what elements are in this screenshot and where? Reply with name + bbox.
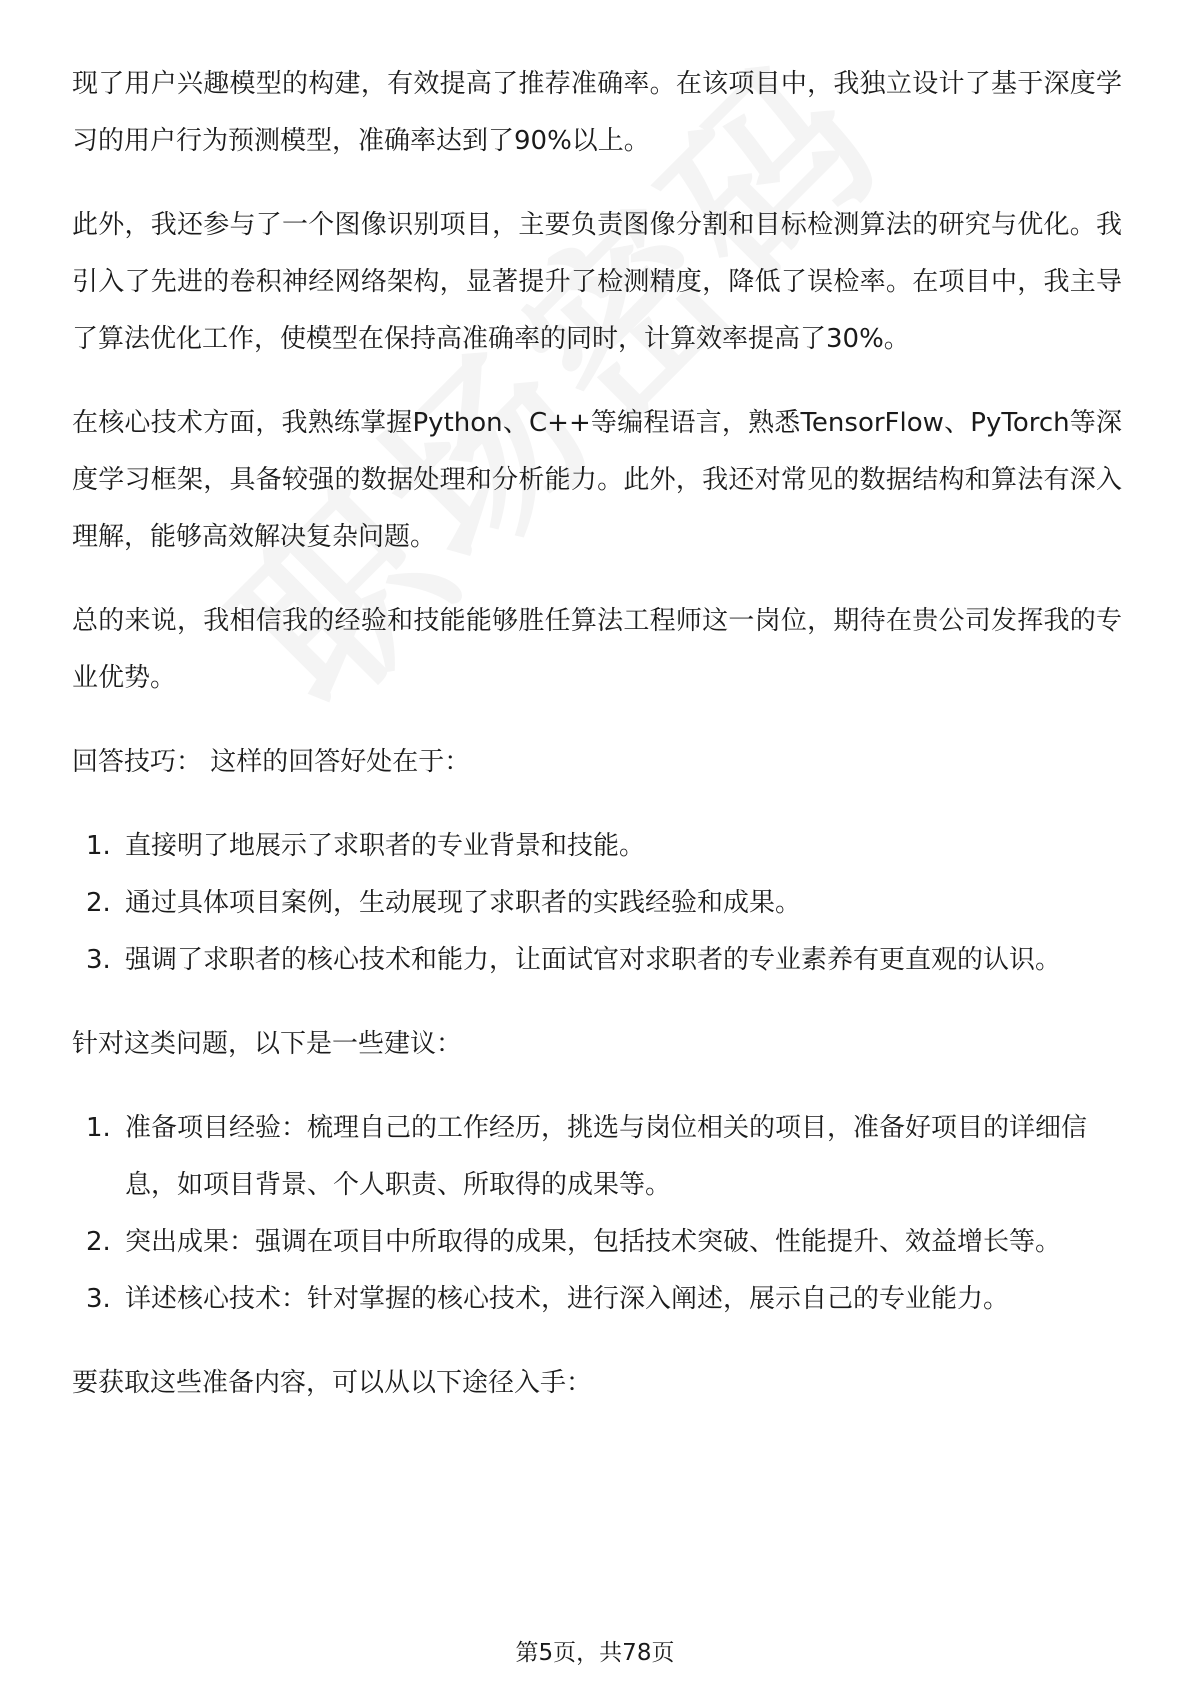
list-item [72, 1100, 1122, 1214]
list-item-text: 突出成果：强调在项目中所取得的成果，包括技术突破、性能提升、效益增长等。 [125, 1227, 1062, 1257]
page-footer: 第5页，共78页 [515, 1640, 675, 1666]
paragraph-image-recognition: 此外，我还参与了一个图像识别项目，主要负责图像分割和目标检测算法的研究与优化。我引入了先进的卷积神经网络架构，显著提升了检测精度，降低了误检率。在项目中，我主导了算法优化工作，使模型在保持高准确率的同时，计算效率提高了30%。 [72, 210, 1122, 354]
list-item [72, 875, 1122, 932]
list-number: 2. [86, 1227, 111, 1257]
list-number: 2. [86, 888, 111, 918]
tips-heading: 回答技巧： 这样的回答好处在于： [72, 747, 471, 777]
closing-line: 要获取这些准备内容，可以从以下途径入手： [72, 1368, 593, 1398]
list-number: 3. [86, 945, 111, 975]
list-item-text: 通过具体项目案例，生动展现了求职者的实践经验和成果。 [125, 888, 802, 918]
list-number: 1. [86, 1113, 111, 1143]
list-item [72, 932, 1122, 989]
paragraph-core-skills: 在核心技术方面，我熟练掌握Python、C++等编程语言，熟悉TensorFlow、PyTorch等深度学习框架，具备较强的数据处理和分析能力。此外，我还对常见的数据结构和算法有深入理解，能够高效解决复杂问题。 [72, 408, 1122, 552]
list-number: 1. [86, 831, 111, 861]
list-item-text: 详述核心技术：针对掌握的核心技术，进行深入阐述，展示自己的专业能力。 [125, 1284, 1010, 1314]
advice-heading: 针对这类问题，以下是一些建议： [72, 1029, 463, 1059]
document-body [72, 56, 1122, 1439]
advice-list [72, 1100, 1122, 1328]
paragraph-project-recommendation: 现了用户兴趣模型的构建，有效提高了推荐准确率。在该项目中，我独立设计了基于深度学习的用户行为预测模型，准确率达到了90%以上。 [72, 69, 1122, 156]
list-item [72, 818, 1122, 875]
list-item-text: 准备项目经验：梳理自己的工作经历，挑选与岗位相关的项目，准备好项目的详细信息，如项目背景、个人职责、所取得的成果等。 [125, 1113, 1088, 1200]
paragraph-summary: 总的来说，我相信我的经验和技能能够胜任算法工程师这一岗位，期待在贵公司发挥我的专业优势。 [72, 606, 1122, 693]
list-item [72, 1214, 1122, 1271]
list-number: 3. [86, 1284, 111, 1314]
list-item-text: 强调了求职者的核心技术和能力，让面试官对求职者的专业素养有更直观的认识。 [125, 945, 1062, 975]
list-item-text: 直接明了地展示了求职者的专业背景和技能。 [125, 831, 646, 861]
list-item [72, 1271, 1122, 1328]
tips-list [72, 818, 1122, 989]
